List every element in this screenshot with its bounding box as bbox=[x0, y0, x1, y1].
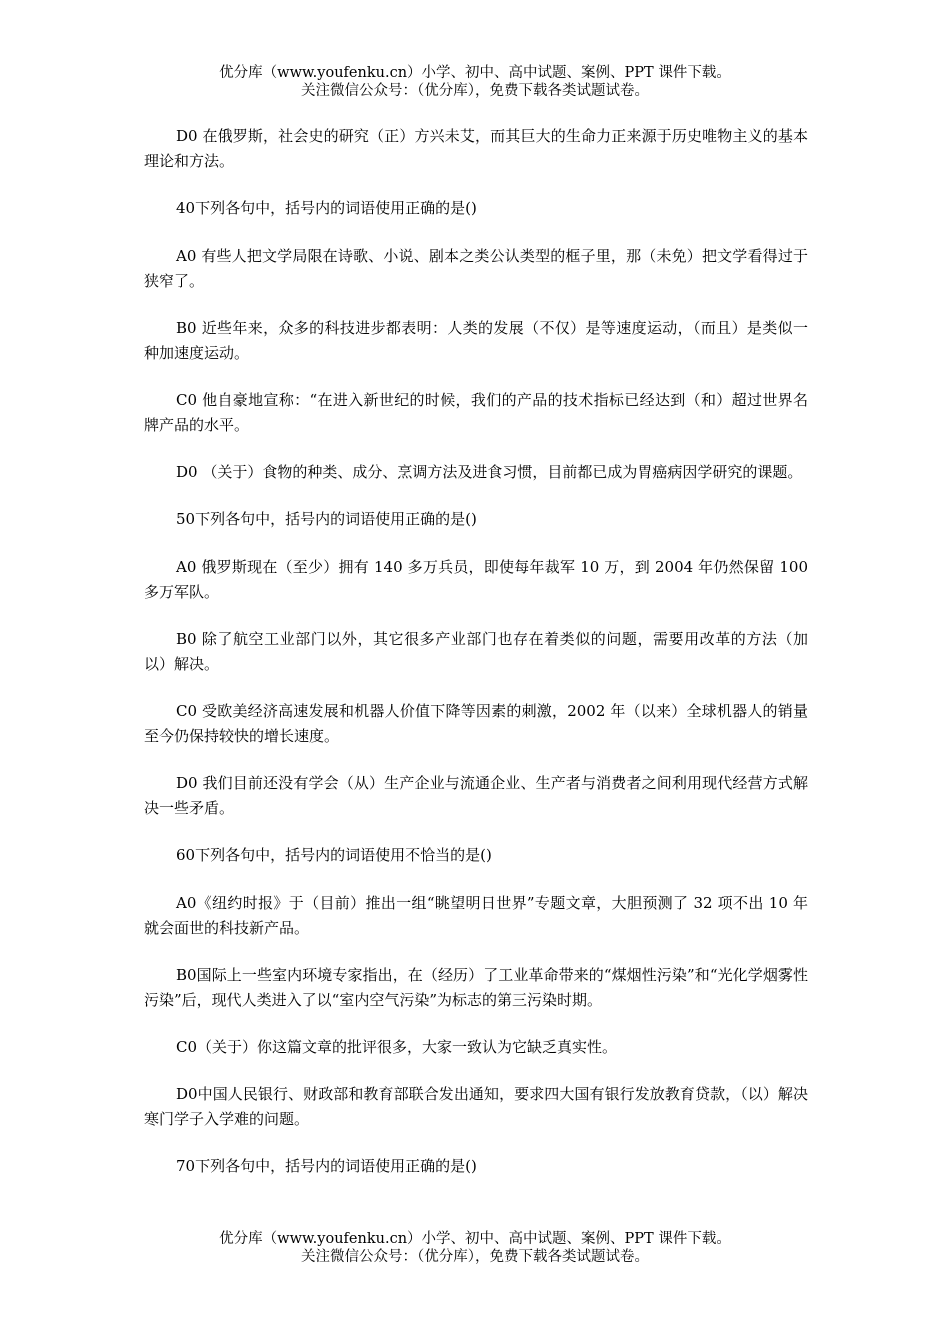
question-6-option-a: A0《纽约时报》于（目前）推出一组“眺望明日世界”专题文章，大胆预测了 32 项不出 10 年就会面世的科技新产品。 bbox=[144, 894, 808, 937]
question-4-option-b: B0 近些年来，众多的科技进步都表明：人类的发展（不仅）是等速度运动，（而且）是类似一种加速度运动。 bbox=[144, 319, 808, 362]
question-5-option-d: D0 我们目前还没有学会（从）生产企业与流通企业、生产者与消费者之间利用现代经营方式解决一些矛盾。 bbox=[144, 774, 808, 817]
question-5-option-a: A0 俄罗斯现在（至少）拥有 140 多万兵员，即使每年裁军 10 万，到 2004 年仍然保留 100 多万军队。 bbox=[144, 558, 808, 601]
question-5-option-c: C0 受欧美经济高速发展和机器人价值下降等因素的刺激，2002 年（以来）全球机器人的销量至今仍保持较快的增长速度。 bbox=[144, 702, 808, 745]
footer-line-1: 优分库（www.youfenku.cn）小学、初中、高中试题、案例、PPT 课件下载。 bbox=[219, 1231, 731, 1247]
question-6-option-b: B0国际上一些室内环境专家指出，在（经历）了工业革命带来的“煤烟性污染”和“光化学烟雾性污染”后，现代人类进入了以“室内空气污染”为标志的第三污染时期。 bbox=[144, 966, 808, 1009]
question-7-stem: 70下列各句中，括号内的词语使用正确的是() bbox=[176, 1157, 477, 1175]
question-4-option-d: D0 （关于）食物的种类、成分、烹调方法及进食习惯，目前都已成为胃癌病因学研究的课题。 bbox=[176, 463, 803, 481]
question-4-option-a: A0 有些人把文学局限在诗歌、小说、剧本之类公认类型的框子里，那（未免）把文学看得过于狭窄了。 bbox=[144, 247, 808, 290]
question-6-option-d: D0中国人民银行、财政部和教育部联合发出通知，要求四大国有银行发放教育贷款，（以）解决寒门学子入学难的问题。 bbox=[144, 1085, 808, 1128]
option-d-paragraph: D0 在俄罗斯，社会史的研究（正）方兴未艾，而其巨大的生命力正来源于历史唯物主义的基本理论和方法。 bbox=[144, 127, 808, 170]
question-6-option-c: C0（关于）你这篇文章的批评很多，大家一致认为它缺乏真实性。 bbox=[176, 1038, 618, 1056]
question-6-stem: 60下列各句中，括号内的词语使用不恰当的是() bbox=[176, 846, 492, 864]
page-header bbox=[0, 64, 950, 100]
question-4-stem: 40下列各句中，括号内的词语使用正确的是() bbox=[176, 199, 477, 217]
header-line-1: 优分库（www.youfenku.cn）小学、初中、高中试题、案例、PPT 课件下载。 bbox=[219, 65, 731, 81]
question-5-option-b: B0 除了航空工业部门以外，其它很多产业部门也存在着类似的问题，需要用改革的方法（加以）解决。 bbox=[144, 630, 808, 673]
header-line-2: 关注微信公众号：（优分库），免费下载各类试题试卷。 bbox=[301, 83, 649, 99]
question-4-option-c: C0 他自豪地宣称：“在进入新世纪的时候，我们的产品的技术指标已经达到（和）超过世界名牌产品的水平。 bbox=[144, 391, 808, 434]
footer-line-2: 关注微信公众号：（优分库），免费下载各类试题试卷。 bbox=[301, 1249, 649, 1265]
document-body bbox=[144, 124, 808, 1202]
question-5-stem: 50下列各句中，括号内的词语使用正确的是() bbox=[176, 510, 477, 528]
page-footer bbox=[0, 1230, 950, 1266]
